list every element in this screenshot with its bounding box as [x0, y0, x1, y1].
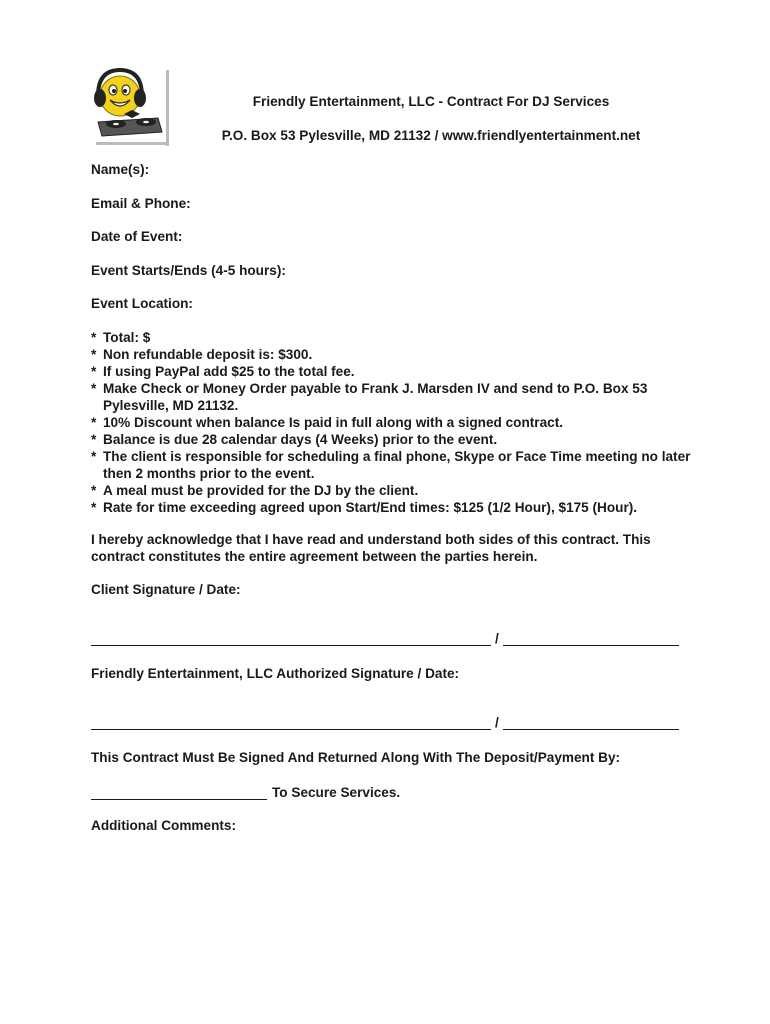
names-label: Name(s): [91, 162, 150, 177]
client-signature-line[interactable] [91, 630, 679, 646]
company-date-field[interactable] [503, 729, 679, 730]
company-signature-line[interactable] [91, 714, 679, 730]
return-notice: This Contract Must Be Signed And Returned Along With The Deposit/Payment By: [91, 750, 621, 765]
term-item: * Balance is due 28 calendar days (4 Weeks) prior to the event. [91, 432, 498, 447]
term-item: * Total: $ [91, 330, 151, 345]
company-signature-field[interactable] [91, 729, 491, 730]
additional-comments-label: Additional Comments: [91, 818, 236, 833]
company-signature-label: Friendly Entertainment, LLC Authorized Signature / Date: [91, 666, 460, 681]
term-item: * Rate for time exceeding agreed upon Start/End times: $125 (1/2 Hour), $175 (Hour). [91, 500, 638, 515]
client-signature-label: Client Signature / Date: [91, 582, 241, 597]
term-item: * The client is responsible for scheduling a final phone, Skype or Face Time meeting no later then 2 months prior to the event. [91, 449, 691, 481]
terms-list [91, 329, 691, 516]
secure-by-date-field[interactable] [91, 799, 267, 800]
acknowledgement-paragraph: I hereby acknowledge that I have read and understand both sides of this contract. This contract constitutes the entire agreement between the parties herein. [91, 532, 651, 564]
secure-by-line[interactable] [91, 784, 400, 800]
secure-services-text: To Secure Services. [272, 785, 401, 800]
signature-date-separator: / [495, 631, 499, 646]
signature-date-separator: / [495, 715, 499, 730]
event-times-label: Event Starts/Ends (4-5 hours): [91, 263, 286, 278]
date-of-event-label: Date of Event: [91, 229, 183, 244]
term-item: * 10% Discount when balance Is paid in full along with a signed contract. [91, 415, 563, 430]
company-address: P.O. Box 53 Pylesville, MD 21132 / www.friendlyentertainment.net [221, 128, 641, 143]
email-phone-label: Email & Phone: [91, 196, 191, 211]
term-item: * Make Check or Money Order payable to Frank J. Marsden IV and send to P.O. Box 53 Pylesville, MD 21132. [91, 381, 648, 413]
client-date-field[interactable] [503, 645, 679, 646]
term-item: * Non refundable deposit is: $300. [91, 347, 313, 362]
client-signature-field[interactable] [91, 645, 491, 646]
contract-title: Friendly Entertainment, LLC - Contract For DJ Services [252, 94, 610, 109]
event-location-label: Event Location: [91, 296, 193, 311]
term-item: * If using PayPal add $25 to the total fee. [91, 364, 355, 379]
term-item: * A meal must be provided for the DJ by the client. [91, 483, 419, 498]
